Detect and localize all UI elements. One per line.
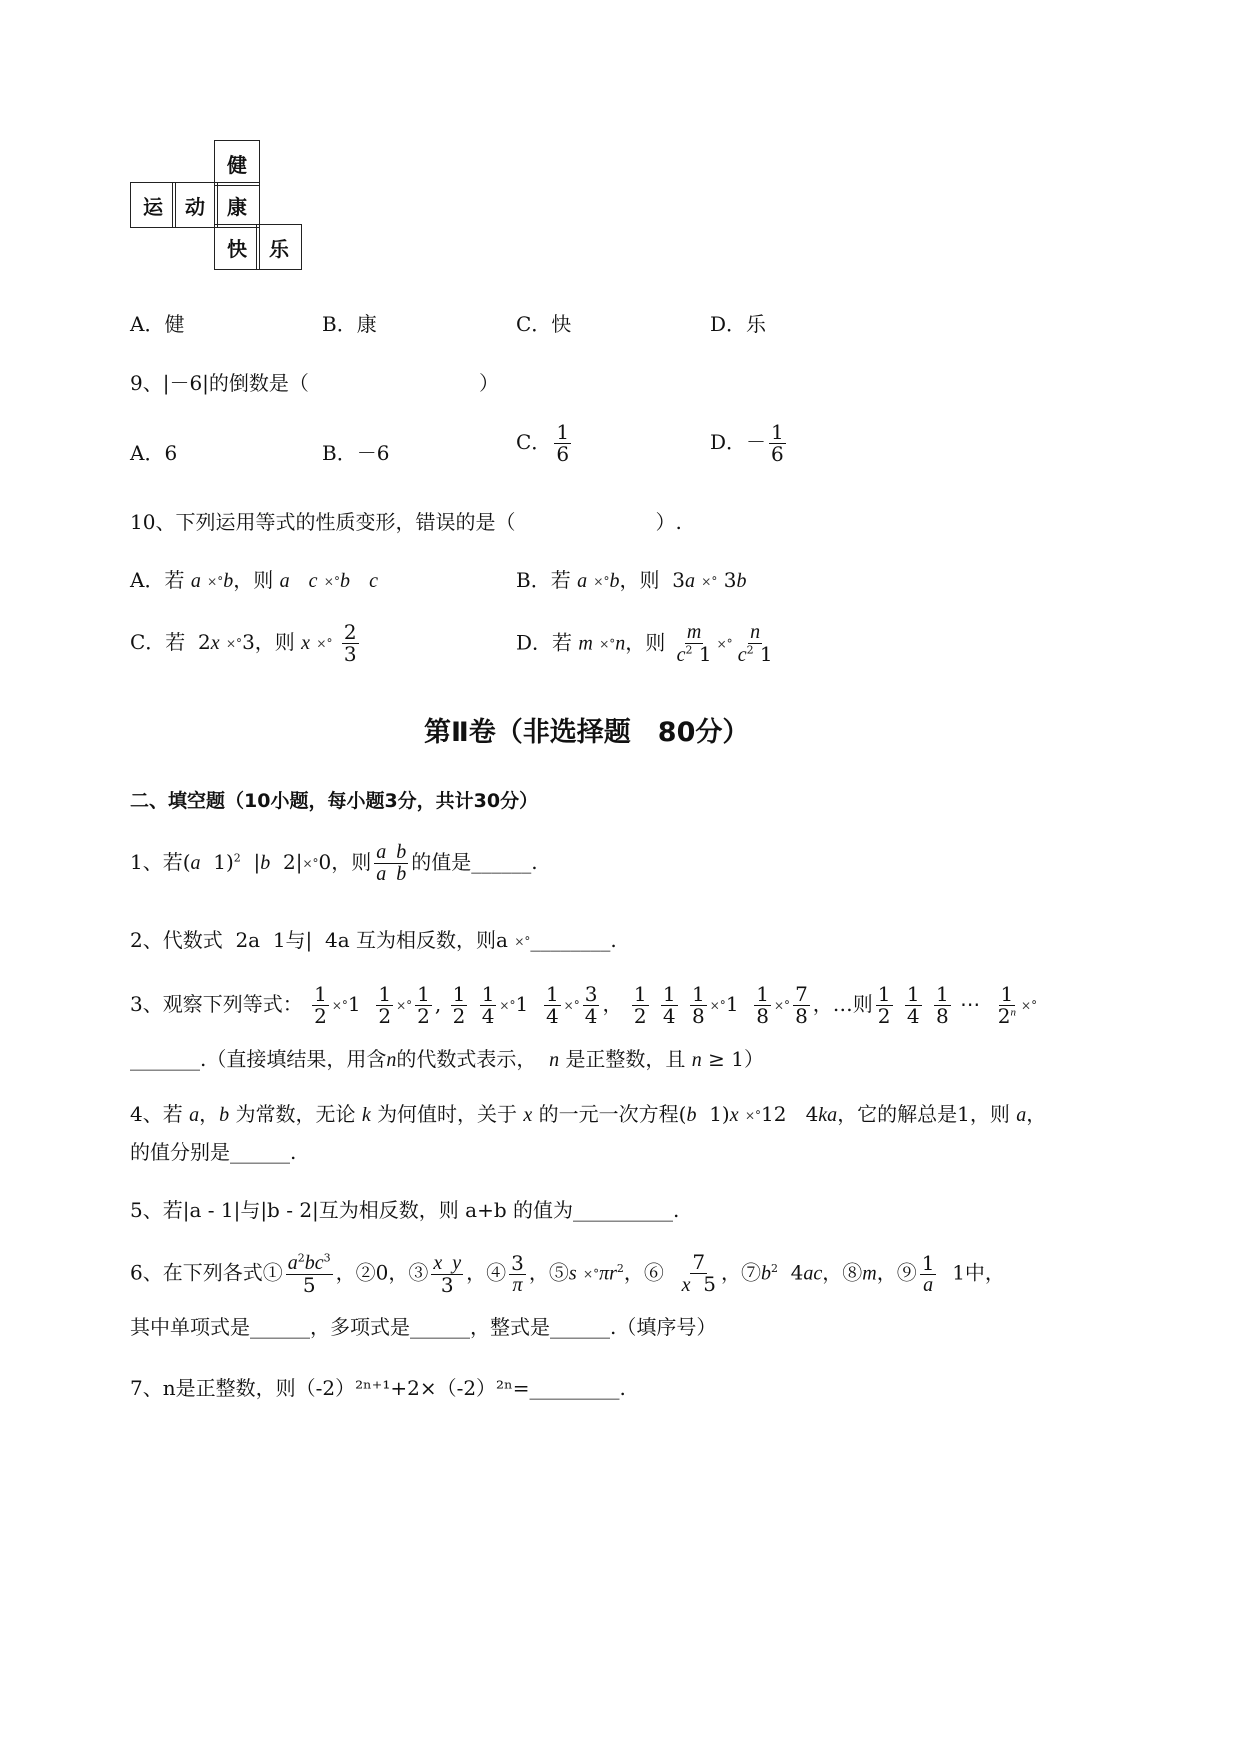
q10-option-b: B．若 a ×°b，则 3a ×° 3b: [516, 568, 747, 592]
fill-q4: 4、若 a，b 为常数，无论 k 为何值时，关于 x 的一元一次方程(b 1)x ×°12 4ka，它的解总是1，则 a，: [130, 1102, 1047, 1126]
part2-title: 第Ⅱ卷（非选择题 80分）: [424, 717, 750, 748]
fill-q1: 1、若(a 1)$^2$ |b 2|×°0，则 $\frac{\text{a b}}{\text{a b}}$ 的值是______.: [130, 841, 538, 885]
fill-q4-line2: 的值分别是______.: [130, 1140, 297, 1164]
net-cell-le: 乐: [256, 224, 302, 270]
net-cell-kang: 康: [214, 182, 260, 228]
q8-option-a: A．健: [130, 312, 185, 336]
net-cell-jian: 健: [214, 140, 260, 186]
net-cell-yun: 运: [130, 182, 176, 228]
fill-q3: 3、观察下列等式： $\frac{1}{2}$ ×°1 $\frac{1}{2}$ ×° $\frac{1}{2}$ , $\frac{1}{2}$ $\frac{1}{4}$ ×°1 $\frac{1}{4}$ ×° $\frac{3}{4}$ ， $\frac{1}{2}$ $\frac{1}{4}$ $\frac{1}{8}$ ×°1 $\frac{1}{8}$ ×° $\frac{7}{8}$ ，…则 $\frac{1}{2}$ $\frac{1}{4}$ $\frac{1}{8}$ ⋯ $\frac{1}{2^n}$ ×°: [130, 982, 1038, 1028]
fraction: $\frac{1}{6}$: [556, 420, 570, 466]
q10-option-d: D．若 m ×°n，则 $\frac{m}{c^2 1}$ ×° $\frac{n}{c^2 1}$: [516, 621, 773, 666]
fill-q7: 7、n是正整数，则（-2）²ⁿ⁺¹+2×（-2）²ⁿ=_________.: [130, 1376, 626, 1400]
q9-option-b: B．－6: [322, 441, 390, 465]
q9-option-a: A．6: [130, 441, 178, 465]
fill-q3-line2: _______.（直接填结果，用含n的代数式表示， n 是正整数，且 n ≥ 1）: [130, 1047, 764, 1071]
fill-q6: 6、在下列各式① $\frac{a^2bc^3}{5}$ ，②0，③ $\frac{\text{x y}}{3}$ ，④ $\frac{3}{\pi}$ ，⑤s $\times^\circ\pi r^2$，⑥ $\frac{7}{x 5}$ ，$⑦b^2$ 4ac，⑧m，⑨ $\frac{1}{a}$ 1中，: [130, 1250, 1005, 1297]
fraction: $\frac{1}{6}$: [771, 420, 784, 466]
q8-option-c: C．快: [516, 312, 572, 336]
q8-option-d: D．乐: [710, 312, 767, 336]
q9-stem: 9、|－6|的倒数是（ ）: [130, 371, 499, 395]
fill-in-heading: 二、填空题（10小题，每小题3分，共计30分）: [130, 790, 539, 812]
fill-q5: 5、若|a - 1|与|b - 2|互为相反数，则 a+b 的值为__________.: [130, 1198, 680, 1222]
net-cell-kuai: 快: [214, 224, 260, 270]
fill-q6-line2: 其中单项式是______，多项式是______，整式是______.（填序号）: [130, 1315, 717, 1339]
q9-option-c: C． $\frac{1}{6}$: [516, 420, 570, 466]
q10-option-c: C．若 2x ×°3，则 x ×° $\frac{2}{3}$: [130, 620, 357, 666]
q8-option-b: B．康: [322, 312, 377, 336]
q10-option-a: A．若 a ×°b，则 a c ×°b c: [130, 568, 378, 592]
net-cell-dong: 动: [172, 182, 218, 228]
q9-option-d: D．－ $\frac{1}{6}$: [710, 420, 784, 466]
fill-q2: 2、代数式 2a 1与| 4a 互为相反数，则a ×°________.: [130, 928, 617, 952]
q10-stem: 10、下列运用等式的性质变形，错误的是（ ）.: [130, 510, 682, 534]
